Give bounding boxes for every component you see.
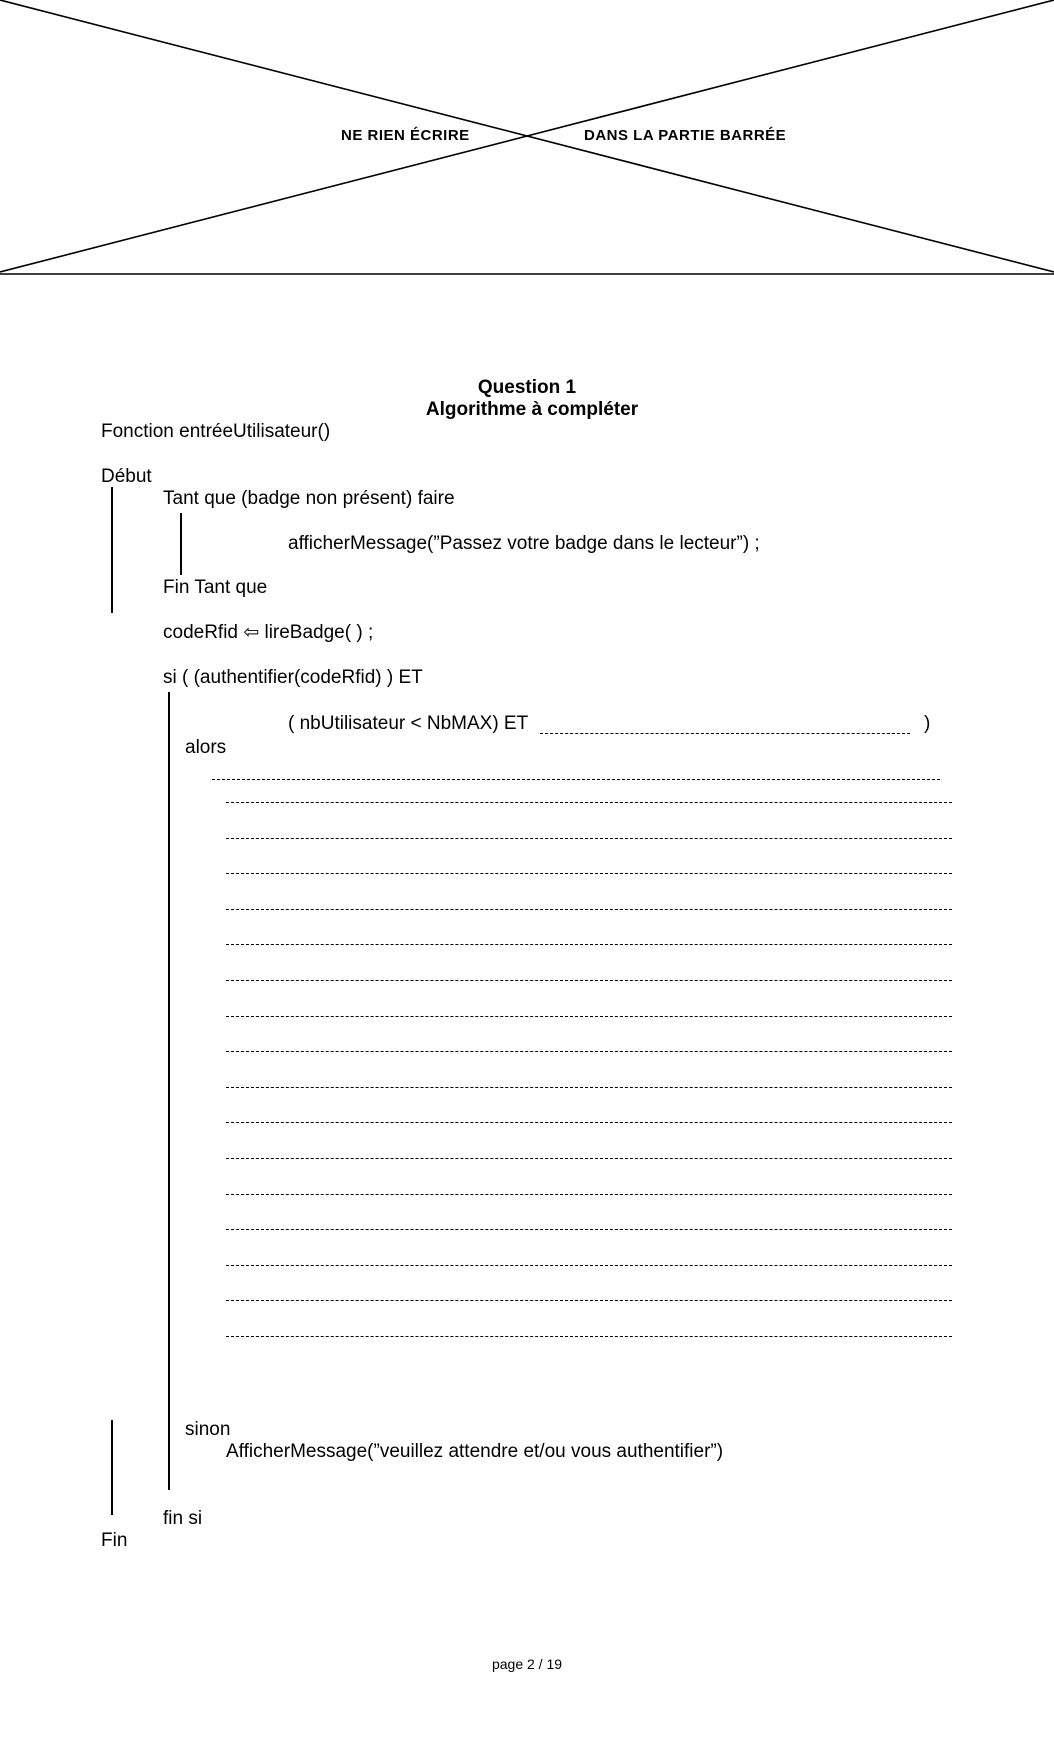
answer-line[interactable] <box>226 802 952 803</box>
debut-block-bar-upper <box>111 487 113 613</box>
while-block-bar <box>180 513 182 575</box>
answer-line[interactable] <box>226 1265 952 1266</box>
answer-line[interactable] <box>226 909 952 910</box>
answer-line[interactable] <box>226 1194 952 1195</box>
condition-answer-blank[interactable] <box>540 733 910 734</box>
answer-line[interactable] <box>226 1087 952 1088</box>
answer-line[interactable] <box>226 1336 952 1337</box>
debut-block-bar-lower <box>111 1420 113 1515</box>
if-condition-line1: si ( (authentifier(codeRfid) ) ET <box>163 667 423 688</box>
do-not-write-label-right <box>578 127 792 145</box>
else-body: AfficherMessage(”veuillez attendre et/ou vous authentifier”) <box>226 1441 724 1462</box>
answer-line[interactable] <box>226 873 952 874</box>
answer-line[interactable] <box>226 1016 952 1017</box>
sinon-keyword: sinon <box>185 1419 231 1440</box>
answer-line[interactable] <box>226 980 952 981</box>
fin-si-keyword: fin si <box>163 1508 203 1529</box>
if-condition-close-paren: ) <box>924 713 931 734</box>
page-number: page 2 / 19 <box>491 1656 563 1672</box>
debut-keyword: Début <box>101 466 152 487</box>
answer-line[interactable] <box>226 1122 952 1123</box>
answer-line[interactable] <box>226 1229 952 1230</box>
read-badge-statement: codeRfid ⇦ lireBadge( ) ; <box>163 622 374 643</box>
crossed-out-zone <box>0 0 1054 280</box>
fin-keyword: Fin <box>101 1530 128 1551</box>
function-signature: Fonction entréeUtilisateur() <box>101 421 331 442</box>
question-title: Question 1 <box>477 377 577 398</box>
do-not-write-label-left <box>335 127 476 145</box>
while-start: Tant que (badge non présent) faire <box>163 488 455 509</box>
answer-line[interactable] <box>226 944 952 945</box>
while-end: Fin Tant que <box>163 577 268 598</box>
if-block-bar <box>168 692 170 1490</box>
answer-line[interactable] <box>226 1051 952 1052</box>
header-right-text: DANS LA PARTIE BARRÉE <box>584 127 787 144</box>
answer-line[interactable] <box>226 1300 952 1301</box>
if-condition-line2: ( nbUtilisateur < NbMAX) ET <box>288 713 529 734</box>
question-subtitle: Algorithme à compléter <box>425 399 639 420</box>
answer-line[interactable] <box>226 838 952 839</box>
answer-line[interactable] <box>226 1158 952 1159</box>
while-body: afficherMessage(”Passez votre badge dans le lecteur”) ; <box>288 533 760 554</box>
answer-line[interactable] <box>212 779 940 780</box>
header-left-text: NE RIEN ÉCRIRE <box>341 127 470 144</box>
alors-keyword: alors <box>185 737 227 758</box>
